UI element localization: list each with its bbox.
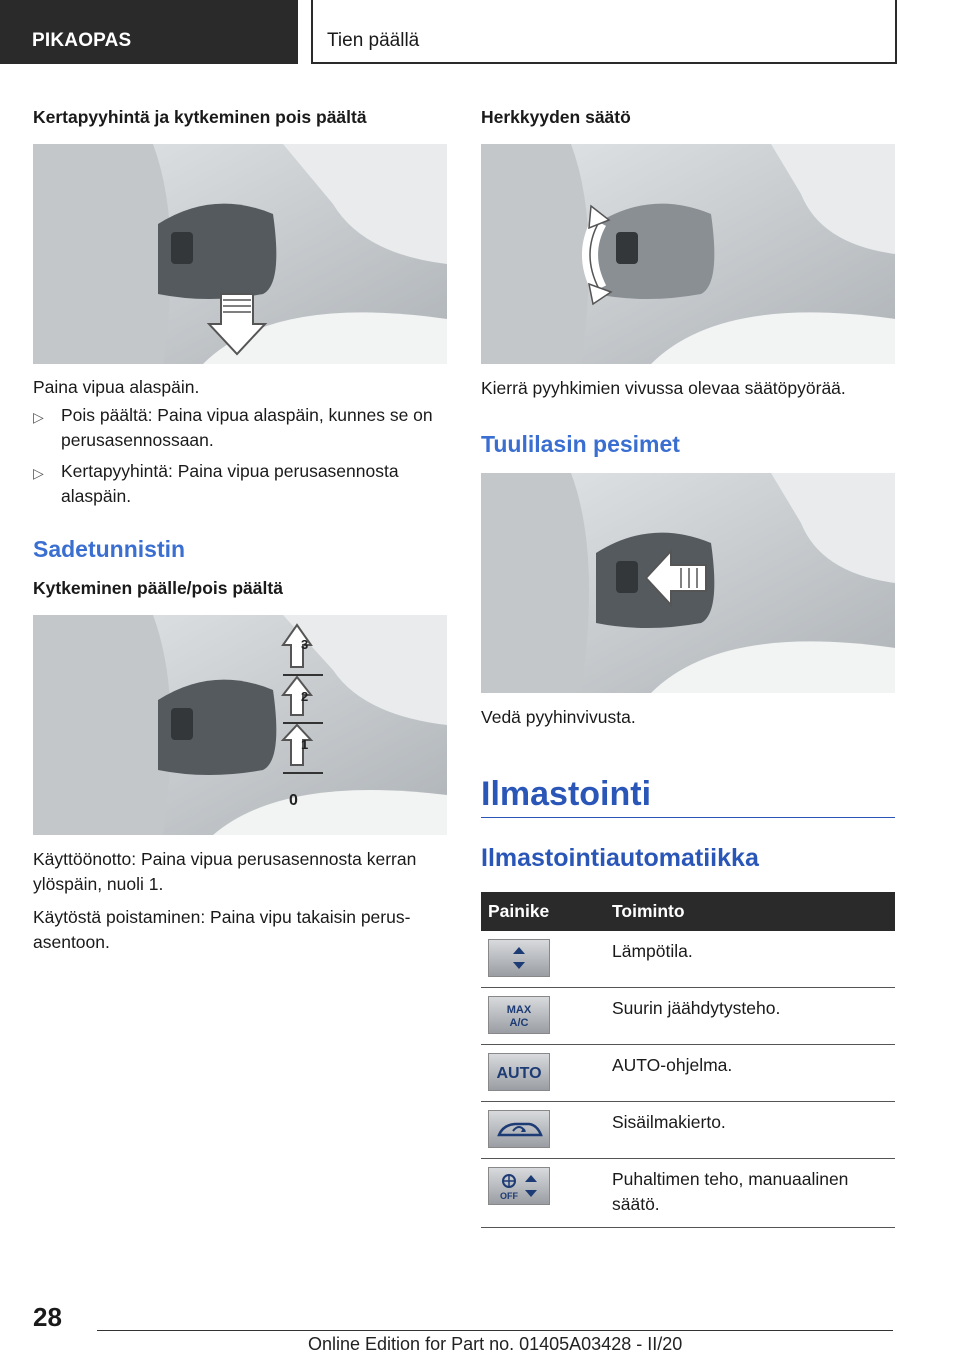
press-down-text: Paina vipua alaspäin. <box>33 377 200 397</box>
function-auto: AUTO-ohjelma. <box>605 1045 895 1102</box>
fan-button <box>488 1167 550 1205</box>
function-recirculation: Sisäilmakierto. <box>605 1102 895 1159</box>
svg-text:MAX: MAX <box>506 1004 532 1016</box>
table-row <box>481 931 895 988</box>
table-row <box>481 1102 895 1159</box>
deactivate-text: Käytöstä poistaminen: Paina vipu takaisin perus‐asentoon. <box>33 907 411 952</box>
triangle-bullet-icon: ▷ <box>33 409 44 425</box>
left-column <box>33 105 447 955</box>
function-max-ac: Suurin jäähdytysteho. <box>605 988 895 1045</box>
section-title: PIKAOPAS <box>32 30 132 51</box>
table-row <box>481 988 895 1045</box>
sensitivity-illustration <box>481 144 895 364</box>
fan-off-updown-icon <box>489 1168 549 1204</box>
footer-edition: Online Edition for Part no. 01405A03428 - II/20 <box>308 1334 683 1354</box>
function-temperature: Lämpötila. <box>605 931 895 988</box>
sensitivity-text: Kierrä pyyhkimien vivussa olevaa säätöpyörää. <box>481 378 846 398</box>
chapter-title: Tien päällä <box>327 30 420 51</box>
climate-title: Ilmastointi <box>481 775 652 813</box>
table-row <box>481 1159 895 1228</box>
climate-title-rule <box>481 817 895 818</box>
bullet-off: ▷ Pois päältä: Paina vipua alaspäin, kunnes se on perusasennossaan. <box>33 405 433 450</box>
washer-photo <box>481 473 895 693</box>
temperature-updown-icon <box>489 940 549 976</box>
table-row <box>481 1045 895 1102</box>
auto-icon <box>489 1054 549 1090</box>
rain-sensor-title: Sadetunnistin <box>33 536 186 562</box>
washer-illustration <box>481 473 895 693</box>
washer-title: Tuulilasin pesimet <box>481 431 680 457</box>
function-fan: Puhaltimen teho, manuaalinen säätö. <box>605 1159 895 1228</box>
sensitivity-photo <box>481 144 895 364</box>
activate-text: Käyttöönotto: Paina vipua perusasennosta kerran ylöspäin, nuoli 1. <box>33 849 417 894</box>
climate-controls-table <box>481 892 895 1228</box>
page-number: 28 <box>33 1302 62 1332</box>
recirculation-icon <box>489 1111 549 1147</box>
chapter-tab <box>311 0 897 64</box>
rain-onoff-heading: Kytkeminen päälle/pois päältä <box>33 578 283 598</box>
bullet-single-wipe: ▷ Kertapyyhintä: Paina vipua perusasennosta alaspäin. <box>33 461 399 506</box>
wiper-lever-down-illustration <box>33 144 447 364</box>
rain-sensor-photo <box>33 615 447 835</box>
wiper-lever-down-photo <box>33 144 447 364</box>
table-header-button: Painike <box>481 892 605 931</box>
rain-sensor-illustration <box>33 615 447 835</box>
right-column <box>481 105 895 1228</box>
arrow-label-1: 1 <box>301 737 309 752</box>
triangle-bullet-icon: ▷ <box>33 465 44 481</box>
sensitivity-heading: Herkkyyden säätö <box>481 107 631 127</box>
arrow-label-3: 3 <box>301 637 309 652</box>
recirculation-button <box>488 1110 550 1148</box>
table-header-function: Toiminto <box>605 892 895 931</box>
svg-text:A/C: A/C <box>509 1017 529 1029</box>
section-tab <box>0 0 298 64</box>
auto-climate-title: Ilmastointiautomatiikka <box>481 844 759 872</box>
temperature-button <box>488 939 550 977</box>
max-ac-button <box>488 996 550 1034</box>
single-wipe-heading: Kertapyyhintä ja kytkeminen pois päältä <box>33 107 367 127</box>
svg-text:AUTO: AUTO <box>496 1065 542 1082</box>
arrow-label-0: 0 <box>289 792 298 809</box>
auto-button <box>488 1053 550 1091</box>
footer-rule <box>97 1330 893 1331</box>
washer-text: Vedä pyyhinvivusta. <box>481 707 636 727</box>
arrow-label-2: 2 <box>301 689 309 704</box>
max-ac-icon <box>489 997 549 1033</box>
svg-text:OFF: OFF <box>500 1191 518 1201</box>
